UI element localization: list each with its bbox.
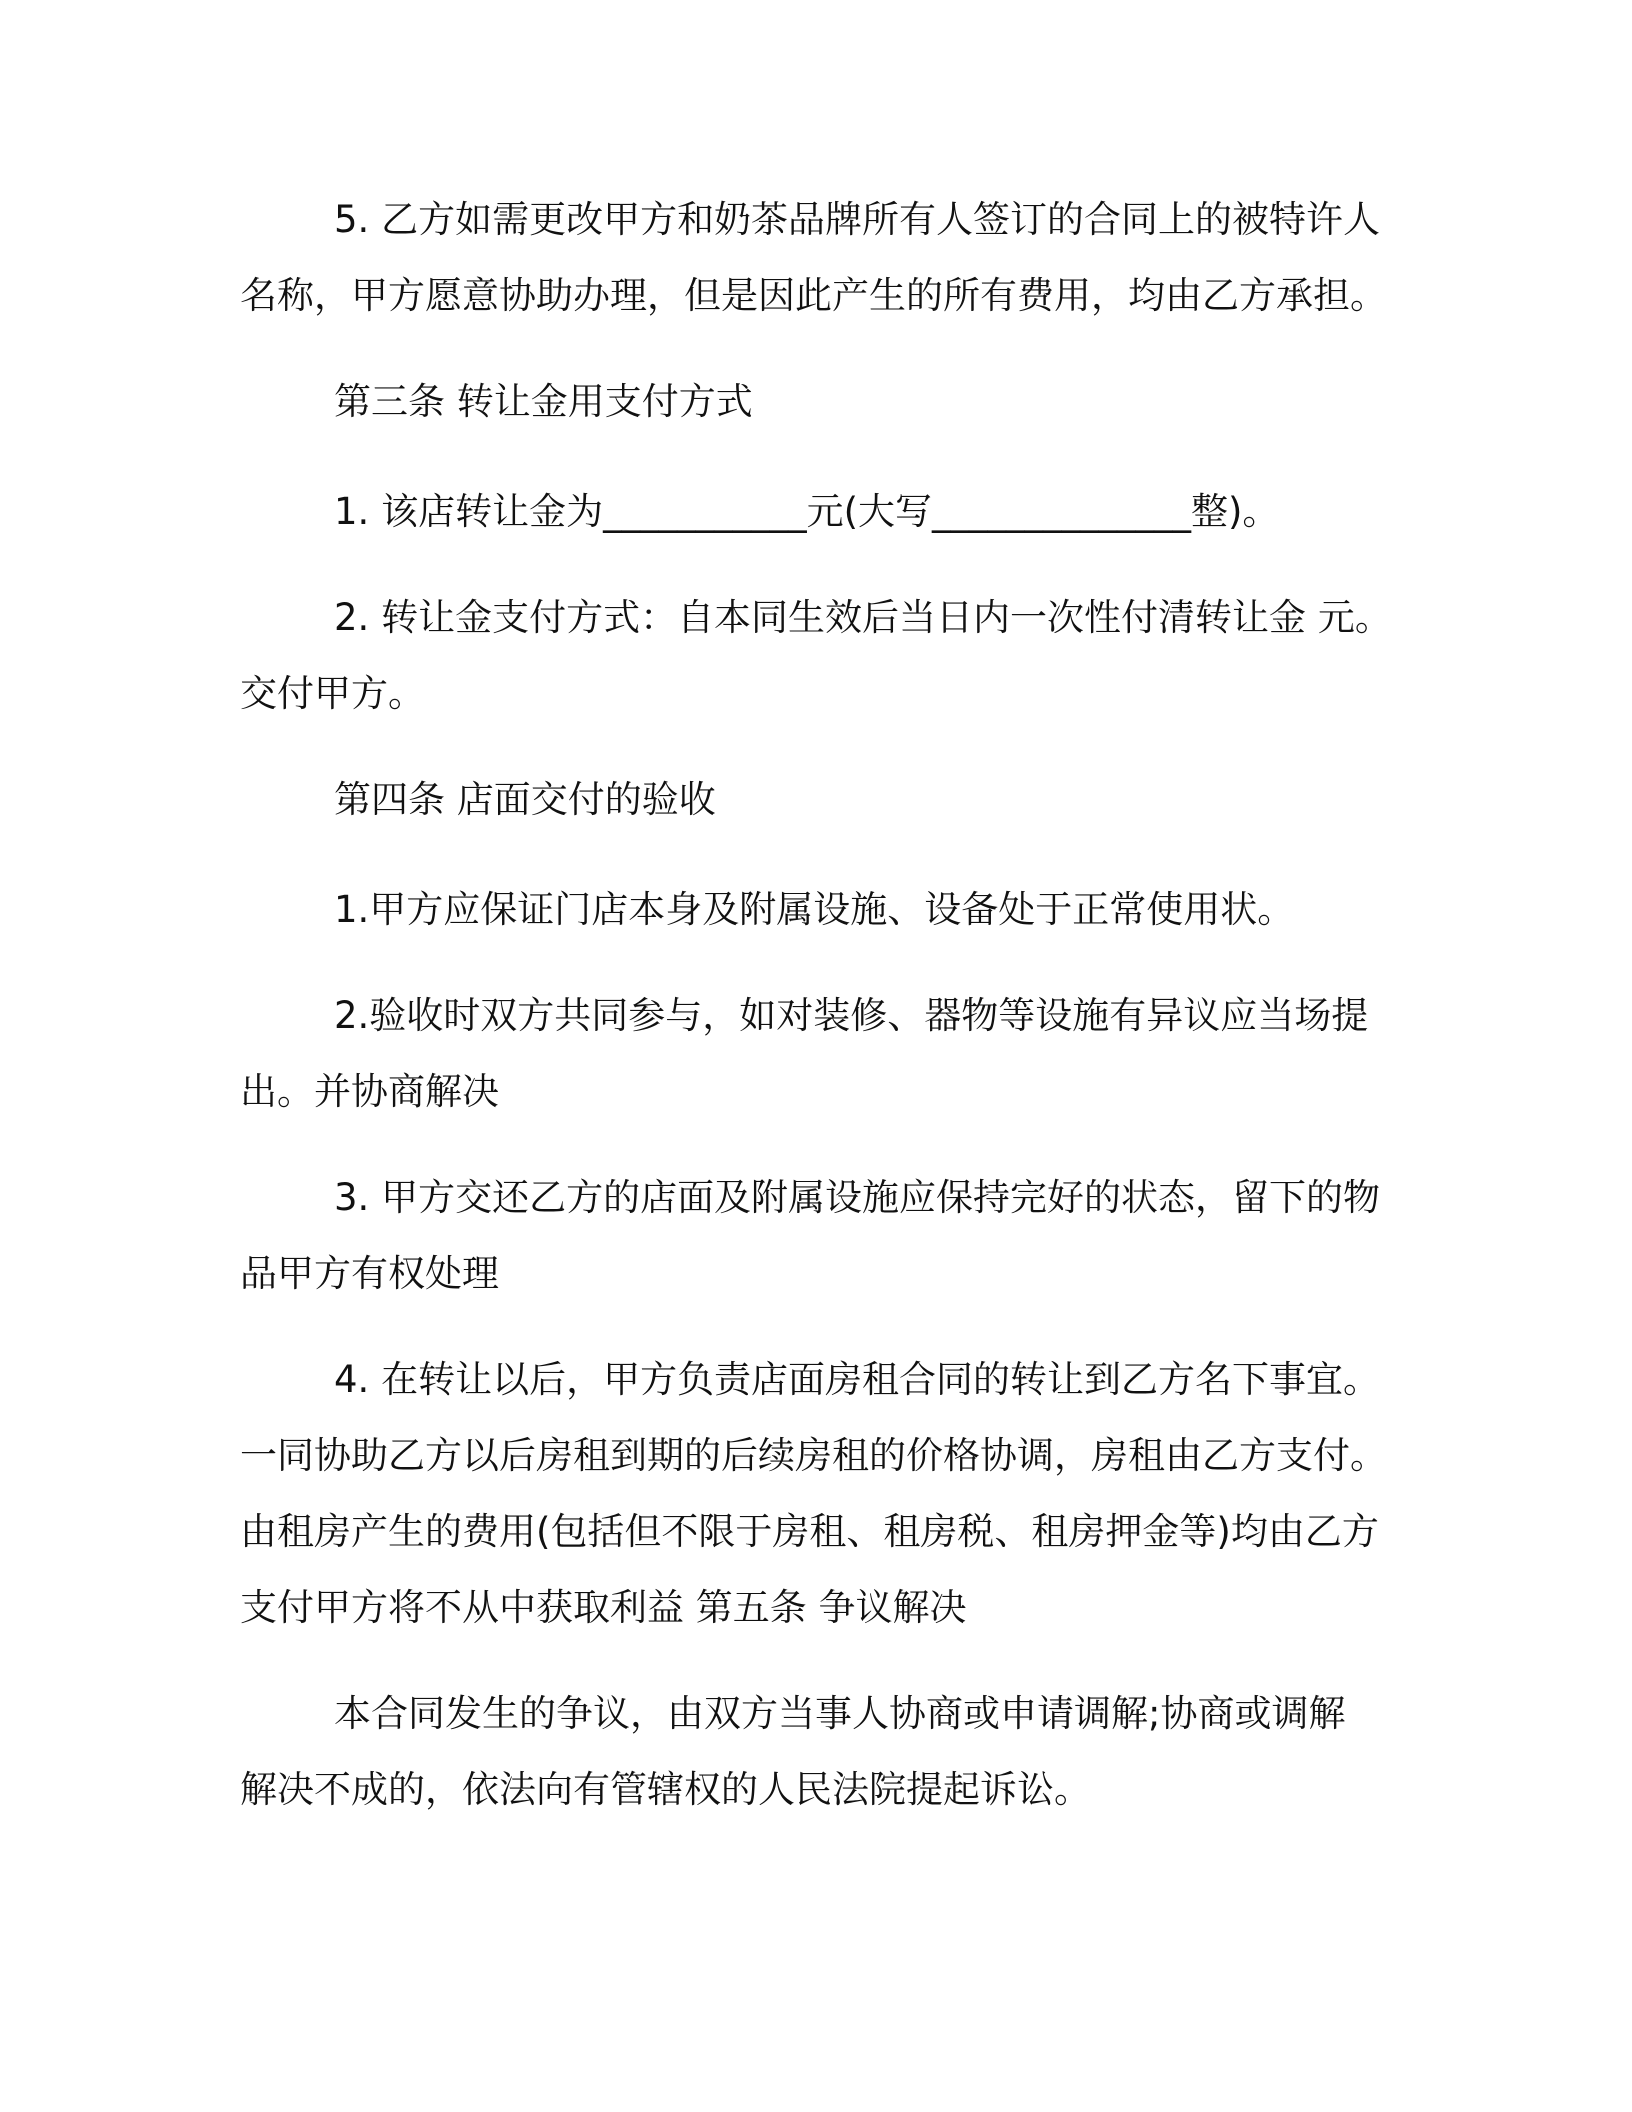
text-line: 支付甲方将不从中获取利益 第五条 争议解决: [240, 1586, 967, 1629]
article-4-clause-3: [240, 1160, 1390, 1312]
text-line: 交付甲方。: [240, 672, 425, 715]
text-line: 由租房产生的费用(包括但不限于房租、租房税、租房押金等)均由乙方: [240, 1510, 1379, 1553]
article-3-heading: [240, 364, 1390, 440]
text-line: 1.甲方应保证门店本身及附属设施、设备处于正常使用状。: [334, 888, 1295, 931]
text-line: 3. 甲方交还乙方的店面及附属设施应保持完好的状态，留下的物: [334, 1176, 1381, 1219]
text-line: 出。并协商解决: [240, 1070, 499, 1113]
heading-text: 第四条 店面交付的验收: [334, 778, 716, 821]
text-line: 本合同发生的争议，由双方当事人协商或申请调解;协商或调解: [334, 1692, 1346, 1735]
article-5-body: [240, 1676, 1390, 1828]
heading-text: 第三条 转让金用支付方式: [334, 380, 753, 423]
text-line: 解决不成的，依法向有管辖权的人民法院提起诉讼。: [240, 1768, 1091, 1811]
text-line: 2. 转让金支付方式：自本同生效后当日内一次性付清转让金 元。: [334, 596, 1392, 639]
article-3-clause-2: [240, 580, 1390, 732]
article-4-clause-1: [240, 872, 1390, 948]
text-line: 名称，甲方愿意协助办理，但是因此产生的所有费用，均由乙方承担。: [240, 274, 1387, 317]
article-4-heading: [240, 762, 1390, 838]
text-line: 5. 乙方如需更改甲方和奶茶品牌所有人签订的合同上的被特许人: [334, 198, 1381, 241]
text-line: 品甲方有权处理: [240, 1252, 499, 1295]
clause-5: [240, 182, 1390, 334]
text-line: 一同协助乙方以后房租到期的后续房租的价格协调，房租由乙方支付。: [240, 1434, 1387, 1477]
article-3-clause-1: [240, 474, 1390, 550]
text-line: 4. 在转让以后，甲方负责店面房租合同的转让到乙方名下事宜。: [334, 1358, 1381, 1401]
document-body: [240, 182, 1390, 1858]
article-4-clause-4: [240, 1342, 1390, 1646]
text-line: 2.验收时双方共同参与，如对装修、器物等设施有异议应当场提: [334, 994, 1369, 1037]
article-4-clause-2: [240, 978, 1390, 1130]
text-line: 1. 该店转让金为___________元(大写______________整)。: [334, 490, 1280, 533]
